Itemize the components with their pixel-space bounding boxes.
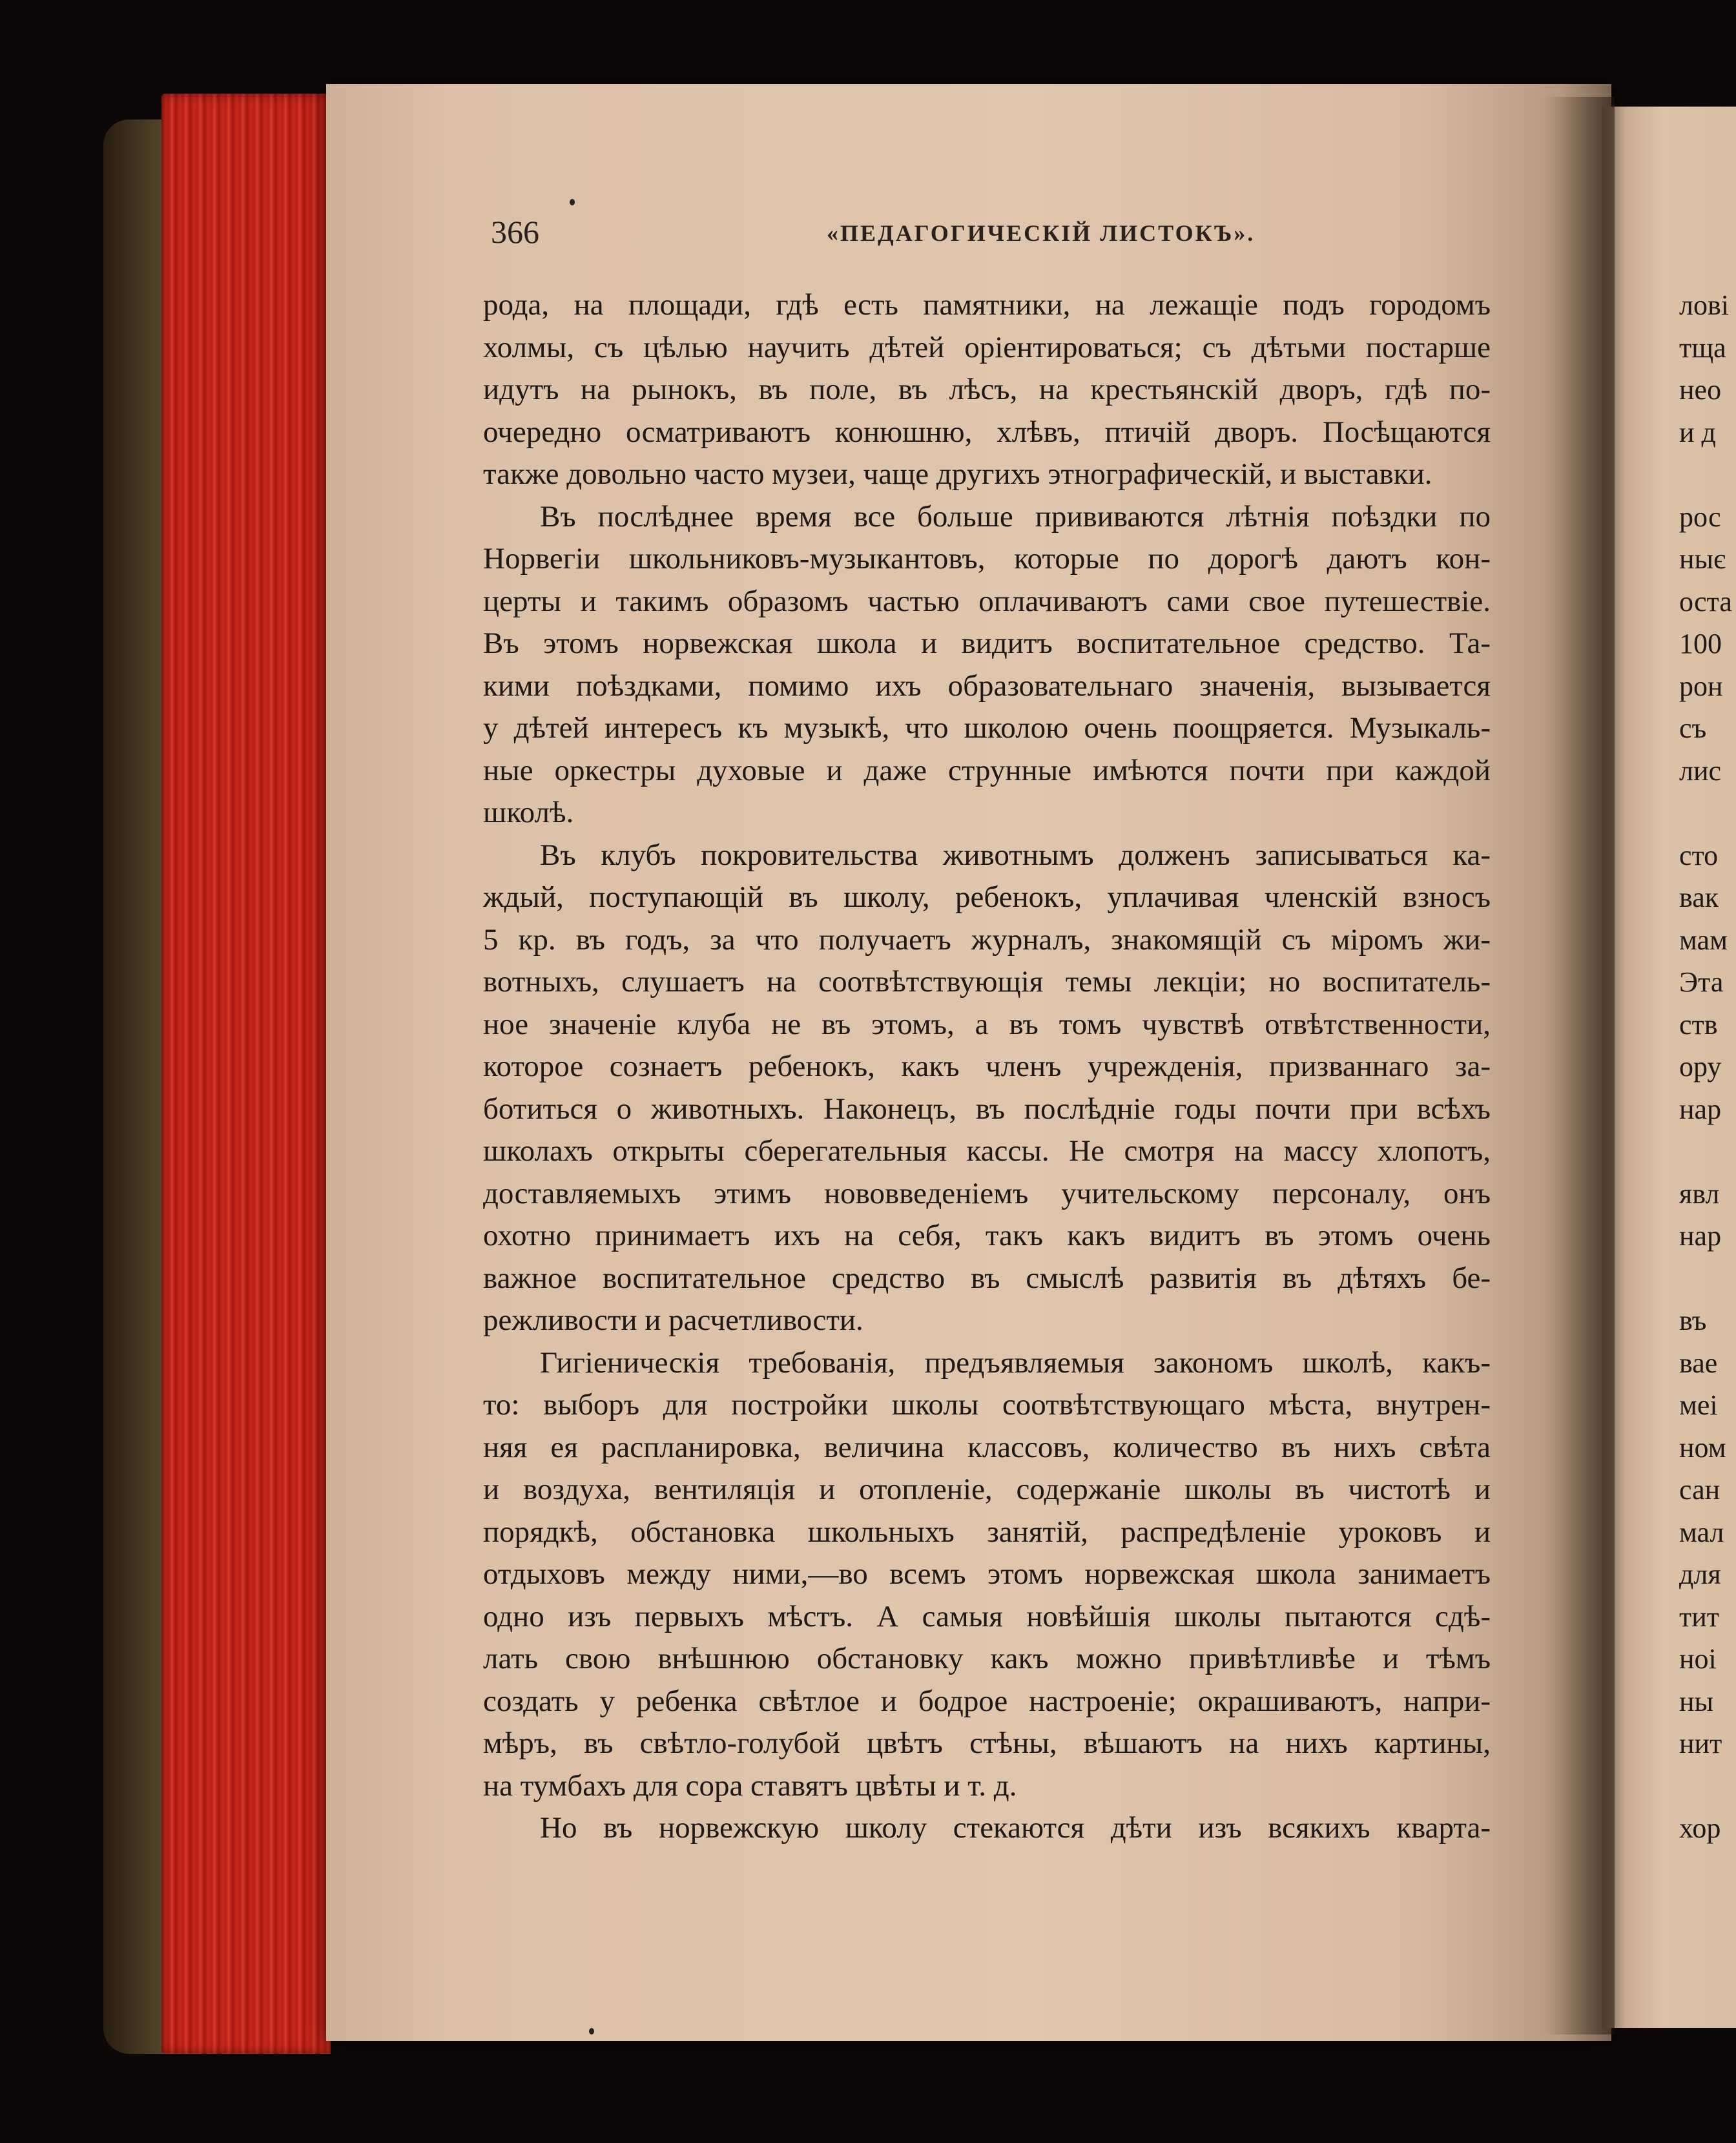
text-line: режливости и расчетливости. xyxy=(483,1303,863,1337)
right-page-fragment: съ xyxy=(1679,712,1707,744)
right-page-fragment: ном xyxy=(1679,1431,1726,1464)
right-page-fragment: вае xyxy=(1679,1347,1718,1379)
text-line: 5 кр. въ годъ, за что получаетъ журналъ, знакомящій съ міромъ жи- xyxy=(483,922,1491,957)
text-line: лать свою внѣшнюю обстановку какъ можно привѣтливѣе и тѣмъ xyxy=(483,1642,1491,1675)
text-line: важное воспитательное средство въ смыслѣ развитія въ дѣтяхъ бе- xyxy=(483,1261,1491,1295)
right-page-fragment xyxy=(1679,453,1736,496)
text-line: идутъ на рынокъ, въ поле, въ лѣсъ, на крестьянскій дворъ, гдѣ по- xyxy=(483,373,1491,406)
text-line: школѣ. xyxy=(483,796,574,829)
text-line: Въ этомъ норвежская школа и видитъ воспитательное средство. Та- xyxy=(483,626,1491,660)
right-page-fragment xyxy=(1679,792,1736,834)
text-line: холмы, съ цѣлью научить дѣтей оріентироваться; съ дѣтьми постарше xyxy=(483,330,1491,364)
right-page-fragment: ору xyxy=(1679,1051,1722,1082)
page-number: 366 xyxy=(491,214,539,250)
ink-speck xyxy=(589,2028,594,2034)
body-text xyxy=(483,284,1491,1850)
right-page-fragment: хор xyxy=(1679,1812,1721,1844)
right-page-fragment: Эта xyxy=(1679,966,1724,998)
page-header xyxy=(491,213,1485,265)
right-page-fragment: сан xyxy=(1679,1474,1720,1506)
text-line: также довольно часто музеи, чаще другихъ этнографическій, и выставки. xyxy=(483,457,1432,491)
running-head: «ПЕДАГОГИЧЕСКІЙ ЛИСТОКЪ». xyxy=(827,220,1256,246)
right-page-text xyxy=(1679,284,1736,1850)
right-page-fragment: рон xyxy=(1679,670,1723,702)
right-page-fragment: 100 xyxy=(1679,628,1722,659)
text-line: церты и такимъ образомъ частью оплачиваютъ сами свое путешествіе. xyxy=(483,584,1491,618)
right-page-fragment: нар xyxy=(1679,1220,1722,1252)
text-line: ботиться о животныхъ. Наконецъ, въ послѣдніе годы почти при всѣхъ xyxy=(483,1092,1491,1126)
text-line: ные оркестры духовые и даже струнные имѣются почти при каждой xyxy=(483,753,1491,787)
right-page-fragment: лові xyxy=(1679,289,1729,321)
right-page-fragment: мал xyxy=(1679,1516,1724,1548)
right-page-fragment: ств xyxy=(1679,1008,1718,1040)
right-page-fragment: въ xyxy=(1679,1305,1707,1336)
text-line: доставляемыхъ этимъ нововведеніемъ учительскому персоналу, онъ xyxy=(483,1176,1491,1210)
right-page-fragment: тит xyxy=(1679,1600,1720,1633)
text-line: Но въ норвежскую школу стекаются дѣти изъ всякихъ кварта- xyxy=(540,1811,1491,1845)
text-line: школахъ открыты сберегательныя кассы. Не смотря на массу хлопотъ, xyxy=(483,1134,1491,1168)
text-line: создать у ребенка свѣтлое и бодрое настроеніе; окрашиваютъ, напри- xyxy=(483,1684,1491,1718)
text-line: охотно принимаетъ ихъ на себя, такъ какъ видитъ въ этомъ очень xyxy=(483,1219,1491,1252)
book-gutter-shadow xyxy=(1544,97,1615,2034)
ink-speck xyxy=(570,199,575,205)
right-page-fragment: сто xyxy=(1679,839,1719,871)
text-line: няя ея распланировка, величина классовъ, количество въ нихъ свѣта xyxy=(483,1430,1491,1464)
right-page-fragment: нео xyxy=(1679,374,1722,406)
right-page-fragment: вак xyxy=(1679,882,1719,913)
text-line: ное значеніе клуба не въ этомъ, а въ томъ чувствѣ отвѣтственности, xyxy=(483,1007,1491,1041)
text-line: которое сознаетъ ребенокъ, какъ членъ учрежденія, призваннаго за- xyxy=(483,1050,1491,1083)
text-line: рода, на площади, гдѣ есть памятники, на лежащіе подъ городомъ xyxy=(483,288,1491,322)
text-line: мѣръ, въ свѣтло-голубой цвѣтъ стѣны, вѣшаютъ на нихъ картины, xyxy=(483,1726,1491,1760)
right-page-fragment: меі xyxy=(1679,1389,1718,1421)
text-line: Норвегіи школьниковъ-музыкантовъ, которые по дорогѣ даютъ кон- xyxy=(483,542,1491,575)
right-page-fragment xyxy=(1679,1258,1736,1300)
text-line: у дѣтей интересъ къ музыкѣ, что школою очень поощряется. Музыкаль- xyxy=(483,711,1491,745)
text-line: кими поѣздками, помимо ихъ образовательнаго значенія, вызывается xyxy=(483,668,1491,703)
text-line: Въ клубъ покровительства животнымъ долженъ записываться ка- xyxy=(540,838,1491,872)
right-page-fragment xyxy=(1679,1130,1736,1173)
right-page-fragment: мам xyxy=(1679,924,1728,956)
right-page-fragment: ноі xyxy=(1679,1643,1717,1675)
text-line: ждый, поступающій въ школу, ребенокъ, уплачивая членскій взносъ xyxy=(483,880,1491,914)
right-page-fragment: рос xyxy=(1679,501,1721,533)
book-page-edges xyxy=(161,94,331,2054)
text-line: на тумбахъ для сора ставятъ цвѣты и т. д. xyxy=(483,1768,1017,1803)
right-page-fragment: ныє xyxy=(1679,543,1726,575)
right-page-fragment: лис xyxy=(1679,754,1722,787)
right-page-fragment: оста xyxy=(1679,585,1732,617)
right-page-fragment: явл xyxy=(1679,1177,1720,1210)
right-page-fragment: нит xyxy=(1679,1728,1722,1759)
right-page-fragment xyxy=(1679,1765,1736,1808)
text-line: то: выборъ для постройки школы соотвѣтствующаго мѣста, внутрен- xyxy=(483,1388,1491,1422)
right-page-fragment: и д xyxy=(1679,416,1716,448)
right-page-fragment: ны xyxy=(1679,1685,1714,1717)
text-line: Гигіеническія требованія, предъявляемыя закономъ школѣ, какъ- xyxy=(540,1345,1491,1380)
text-line: и воздуха, вентиляція и отопленіе, содержаніе школы въ чистотѣ и xyxy=(483,1473,1491,1506)
text-line: отдыховъ между ними,—во всемъ этомъ норвежская школа занимаетъ xyxy=(483,1557,1491,1591)
text-line: одно изъ первыхъ мѣстъ. А самыя новѣйшія школы пытаются сдѣ- xyxy=(483,1599,1491,1633)
text-line: вотныхъ, слушаетъ на соотвѣтствующія темы лекціи; но воспитатель- xyxy=(483,965,1491,999)
text-line: порядкѣ, обстановка школьныхъ занятій, распредѣленіе уроковъ и xyxy=(483,1515,1491,1549)
text-line: очередно осматриваютъ конюшню, хлѣвъ, птичій дворъ. Посѣщаются xyxy=(483,415,1491,449)
text-line: Въ послѣднее время все больше прививаются лѣтнія поѣздки по xyxy=(540,499,1491,533)
right-page-fragment: тща xyxy=(1679,331,1726,364)
right-page-fragment: нар xyxy=(1679,1093,1722,1125)
right-page-fragment: для xyxy=(1679,1558,1721,1590)
